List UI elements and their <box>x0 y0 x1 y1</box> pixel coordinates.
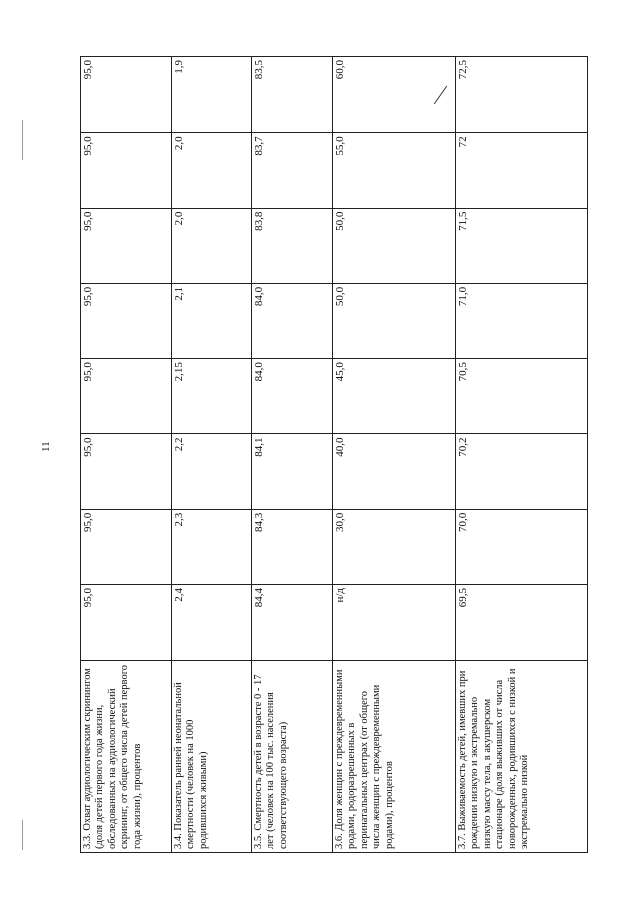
indicator-value: 2,1 <box>172 283 252 358</box>
indicator-value: 1,9 <box>172 57 252 133</box>
indicator-value: 95,0 <box>81 434 172 509</box>
indicator-value: 72,5 <box>456 57 588 133</box>
indicator-value: 2,2 <box>172 434 252 509</box>
indicator-value: 50,0 <box>333 283 456 358</box>
indicator-value: 70,0 <box>456 509 588 584</box>
indicator-value: 30,0 <box>333 509 456 584</box>
indicator-value: 2,0 <box>172 133 252 208</box>
table-row <box>333 57 456 853</box>
indicators-table-rotated <box>80 56 587 853</box>
indicator-value: 71,5 <box>456 208 588 283</box>
indicator-value: 2,3 <box>172 509 252 584</box>
indicator-value: 95,0 <box>81 585 172 661</box>
indicator-value: 83,5 <box>252 57 333 133</box>
indicator-value: 84,1 <box>252 434 333 509</box>
indicator-value: 84,0 <box>252 283 333 358</box>
indicator-value: 83,8 <box>252 208 333 283</box>
indicator-value: 95,0 <box>81 283 172 358</box>
indicator-value: 45,0 <box>333 359 456 434</box>
indicator-value: 72 <box>456 133 588 208</box>
indicator-value: 71,0 <box>456 283 588 358</box>
indicator-value: 95,0 <box>81 509 172 584</box>
indicator-value: 70,2 <box>456 434 588 509</box>
indicator-value: 40,0 <box>333 434 456 509</box>
indicator-value: 95,0 <box>81 359 172 434</box>
indicator-value: 84,0 <box>252 359 333 434</box>
page-number: 11 <box>40 441 52 452</box>
indicator-value: 50,0 <box>333 208 456 283</box>
indicator-value: 2,4 <box>172 585 252 661</box>
indicator-label: 3.5. Смертность детей в возрасте 0 - 17 лет (человек на 100 тыс. населения соответствующего возраста) <box>252 661 333 853</box>
indicator-value: н/д <box>333 585 456 661</box>
indicator-value: 60,0 <box>333 57 456 133</box>
table-row <box>456 57 588 853</box>
indicator-value: 2,15 <box>172 359 252 434</box>
indicators-table <box>80 56 588 853</box>
indicator-value: 95,0 <box>81 208 172 283</box>
indicator-value: 83,7 <box>252 133 333 208</box>
indicator-value: 95,0 <box>81 133 172 208</box>
indicator-label: 3.6. Доля женщин с преждевременными родами, родоразрешенных в перинатальных центрах (от общего числа женщин с преждевременными родами), процентов <box>333 661 456 853</box>
scan-margin-mark <box>22 820 23 850</box>
indicator-value: 70,5 <box>456 359 588 434</box>
table-row <box>172 57 252 853</box>
indicator-value: 55,0 <box>333 133 456 208</box>
scan-margin-mark <box>22 120 23 160</box>
indicator-value: 2,0 <box>172 208 252 283</box>
table-row <box>252 57 333 853</box>
indicator-value: 84,3 <box>252 509 333 584</box>
indicator-label: 3.3. Охват аудиологическим скринингом (доля детей первого года жизни, обследованных на аудиологический скрининг, от общего числа детей первого года жизни), процентов <box>81 661 172 853</box>
indicator-value: 84,4 <box>252 585 333 661</box>
table-row <box>81 57 172 853</box>
indicator-label: 3.4. Показатель ранней неонатальной смертности (человек на 1000 родившихся живыми) <box>172 661 252 853</box>
indicator-value: 95,0 <box>81 57 172 133</box>
indicator-value: 69,5 <box>456 585 588 661</box>
indicator-label: 3.7. Выживаемость детей, имевших при рождении низкую и экстремально низкую массу тела, в акушерском стационаре (доля выживших от числа новорожденных, родившихся с низкой и экстремально низкой <box>456 661 588 853</box>
